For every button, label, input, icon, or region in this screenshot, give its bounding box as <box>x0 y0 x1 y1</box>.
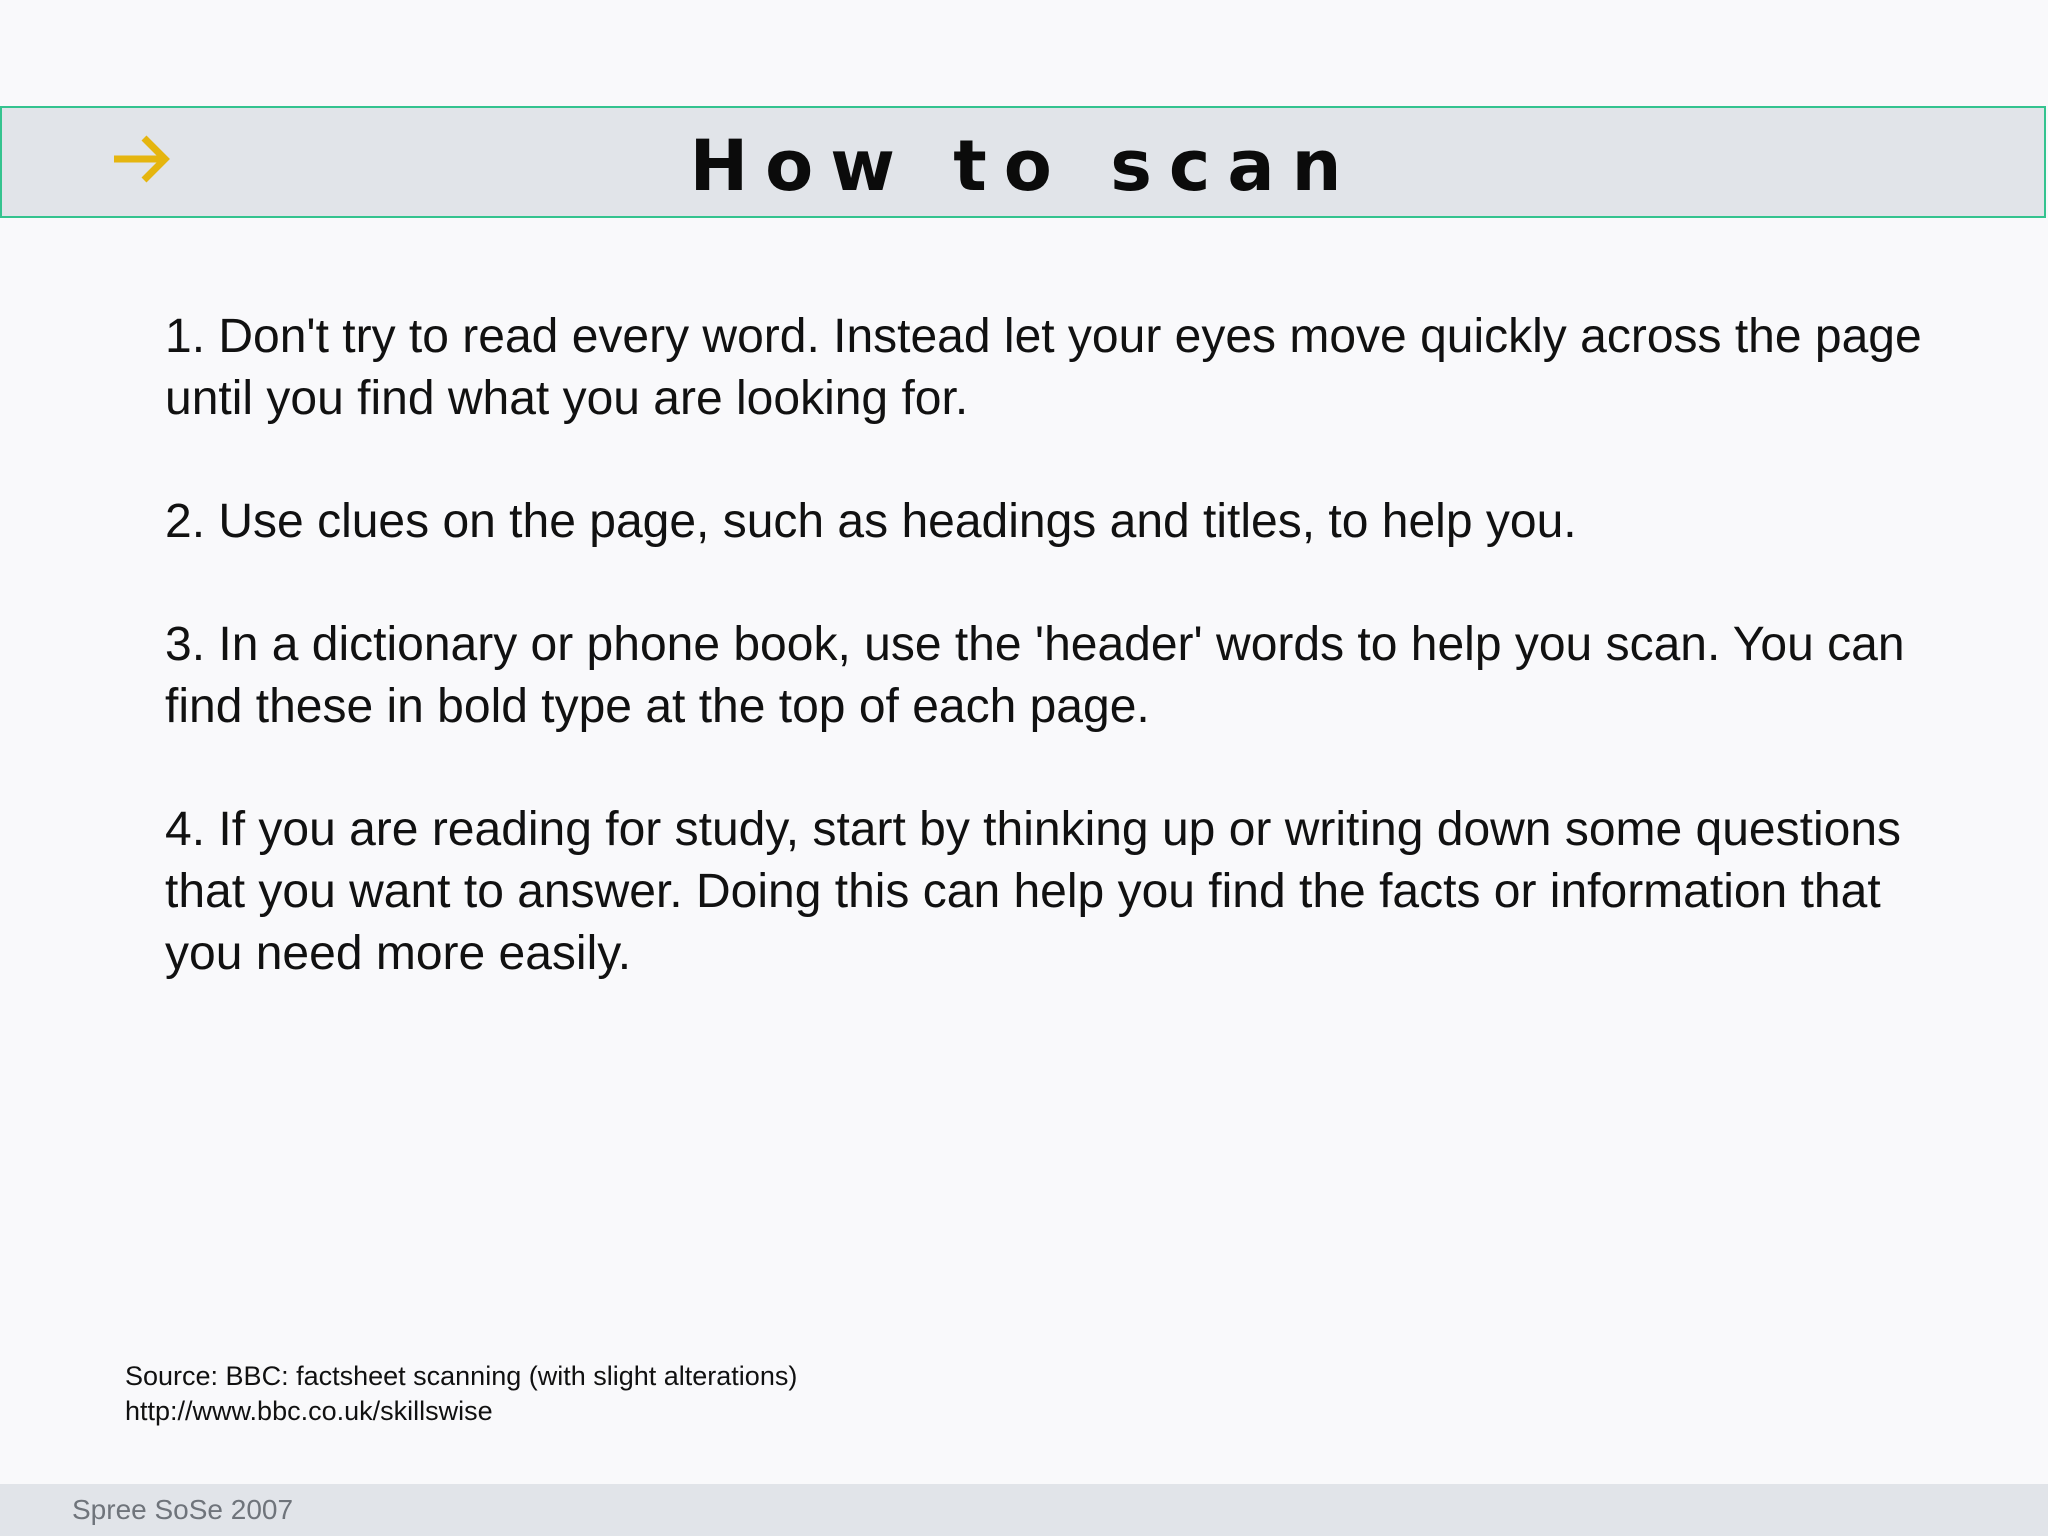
footer-bar <box>0 1484 2048 1536</box>
footer-text: Spree SoSe 2007 <box>72 1494 294 1525</box>
tip-item-3: 3. In a dictionary or phone book, use the 'header' words to help you scan. You can find these in bold type at the top of each page. <box>165 618 1905 733</box>
slide-title: How to scan <box>689 125 1359 207</box>
tip-item-4: 4. If you are reading for study, start by thinking up or writing down some questions that you want to answer. Doing this can help you find the facts or information that you need more easily. <box>165 803 1902 980</box>
tip-item-2: 2. Use clues on the page, such as headings and titles, to help you. <box>165 495 1577 548</box>
source-url: http://www.bbc.co.uk/skillswise <box>125 1396 493 1426</box>
tip-item-1: 1. Don't try to read every word. Instead let your eyes move quickly across the page until you find what you are looking for. <box>165 310 1922 425</box>
scan-tips-list <box>165 306 1925 1046</box>
source-line: Source: BBC: factsheet scanning (with slight alterations) <box>125 1361 798 1391</box>
source-note <box>125 1359 797 1429</box>
